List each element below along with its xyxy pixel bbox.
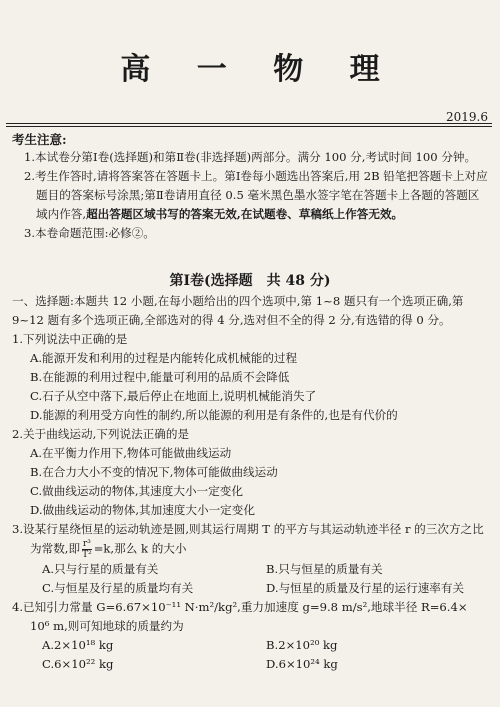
q1-option-a: A.能源开发和利用的过程是内能转化成机械能的过程 [30,351,298,365]
q4-stem-line2: 10⁶ m,则可知地球的质量约为 [30,619,184,633]
instructions: 一、选择题:本题共 12 小题,在每小题给出的四个选项中,第 1~8 题只有一个选项正确,第 9~12 题有多个选项正确,全部选对的得 4 分,选对但不全的得 2 分,有选错的得 0 分。 [12,294,464,327]
notice-item-3: 3.本卷命题范围:必修②。 [24,226,155,240]
q3-option-b: B.只与恒星的质量有关 [266,562,383,576]
q3-stem-part-a: 为常数,即 [30,541,81,556]
q3-stem-line1: 3.设某行星绕恒星的运动轨迹是圆,则其运行周期 T 的平方与其运动轨迹半径 r 的三次方之比 [12,522,484,536]
q1-option-b: B.在能源的利用过程中,能量可利用的品质不会降低 [30,370,290,384]
q2-option-b: B.在合力大小不变的情况下,物体可能做曲线运动 [30,465,278,479]
notice-item-2-text: 2.考生作答时,请将答案答在答题卡上。第Ⅰ卷每小题选出答案后,用 2B 铅笔把答题卡上对应题目的答案标号涂黑;第Ⅱ卷请用直径 0.5 毫米黑色墨水签字笔在答题卡上各题的答题区域内作答, [24,169,488,221]
q3-option-a: A.只与行星的质量有关 [42,562,159,576]
header-rule-thin [6,126,492,127]
q3-fraction [82,539,92,560]
header-rule [6,123,492,124]
q3-options-row-2 [12,579,490,598]
q2-stem: 2.关于曲线运动,下列说法正确的是 [12,427,190,441]
section-title: 第Ⅰ卷(选择题 共 48 分) [169,273,331,289]
q4-options-row-1 [12,636,490,655]
q1-option-c: C.石子从空中落下,最后停止在地面上,说明机械能消失了 [30,389,317,403]
q2-option-c: C.做曲线运动的物体,其速度大小一定变化 [30,484,243,498]
q3-fraction-numerator: r³ [82,539,91,549]
q4-options-row-2 [12,655,490,674]
q4-option-c: C.6×10²² kg [42,657,114,671]
q2-option-a: A.在平衡力作用下,物体可能做曲线运动 [30,446,232,460]
q1-option-d: D.能源的利用受方向性的制约,所以能源的利用是有条件的,也是有代价的 [30,408,398,422]
page-title: 高 一 物 理 [120,52,398,87]
q3-options-row-1 [12,560,490,579]
q4-option-a: A.2×10¹⁸ kg [42,638,114,652]
q3-fraction-denominator: T² [82,550,92,560]
questions [12,292,490,674]
q4-option-d: D.6×10²⁴ kg [266,657,338,671]
q4-stem-line1: 4.已知引力常量 G=6.67×10⁻¹¹ N·m²/kg²,重力加速度 g=9.8 m/s²,地球半径 R=6.4× [12,600,468,614]
q3-option-d: D.与恒星的质量及行星的运行速率有关 [266,581,465,595]
notice-item-2-emphasis: 超出答题区域书写的答案无效,在试题卷、草稿纸上作答无效。 [86,207,404,221]
q4-option-b: B.2×10²⁰ kg [266,638,338,652]
q3-stem-line2 [12,539,490,560]
notice-list [12,148,490,243]
notice-item-1: 1.本试卷分第Ⅰ卷(选择题)和第Ⅱ卷(非选择题)两部分。满分 100 分,考试时间 100 分钟。 [24,150,477,164]
exam-date: 2019.6 [446,110,488,124]
notice-item-2 [12,167,490,224]
q2-option-d: D.做曲线运动的物体,其加速度大小一定变化 [30,503,255,517]
q1-stem: 1.下列说法中正确的是 [12,332,128,346]
notice-heading: 考生注意: [12,132,67,147]
q3-option-c: C.与恒星及行星的质量均有关 [42,581,194,595]
q3-stem-part-b: =k,那么 k 的大小 [93,541,187,556]
